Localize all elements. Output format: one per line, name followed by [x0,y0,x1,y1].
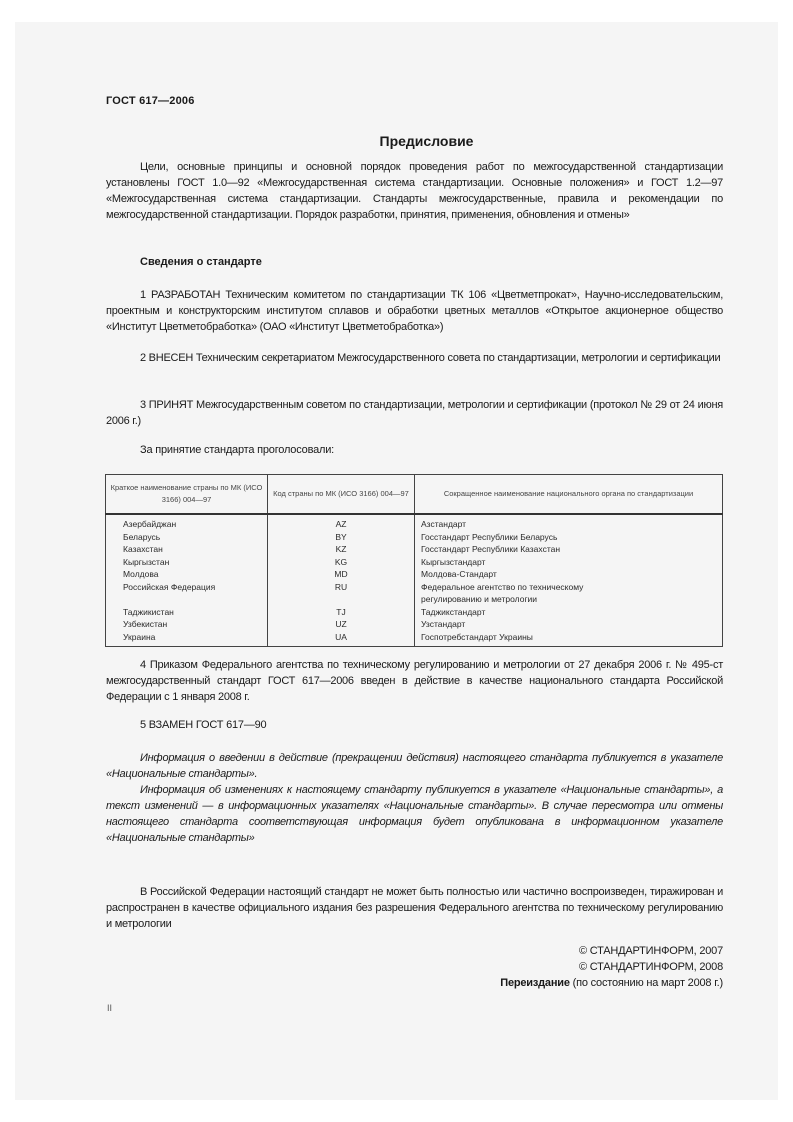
reissue-note: (по состоянию на март 2008 г.) [569,977,723,989]
country-name: Молдова [106,568,268,581]
italic-note-1-text: Информация о введении в действие (прекращении действия) настоящего стандарта публикуется в указателе «Национальные стандарты». [106,752,723,780]
standards-body: Таджикстандарт [415,606,723,619]
table-row [106,618,723,631]
item-4-text: 4 Приказом Федерального агентства по техническому регулированию и метрологии от 27 декабря 2006 г. № 495-ст межгосударственный стандарт ГОСТ 617—2006 введен в действие в качестве национального стандарта Российской Федерации с 1 января 2008 г. [106,659,723,703]
reissue-label: Переиздание [500,977,570,989]
item-5-replaces: 5 ВЗАМЕН ГОСТ 617—90 [140,719,267,731]
country-name: Таджикистан [106,606,268,619]
table-row [106,568,723,581]
italic-note-1 [106,750,723,782]
standards-body: Госстандарт Республики Казахстан [415,543,723,556]
standards-body: Госстандарт Республики Беларусь [415,531,723,544]
item-1-text: 1 РАЗРАБОТАН Техническим комитетом по стандартизации ТК 106 «Цветметпрокат», Научно-исследовательским, проектным и конструкторским институтом сплавов и обработки цветных металлов «Открытое акционерное общество «Институт Цветметобработка» (ОАО «Институт Цветметобработка») [106,289,723,333]
country-name: Кыргызстан [106,556,268,569]
header-standards-body: Сокращенное наименование национального органа по стандартизации [415,475,723,515]
country-code: BY [268,531,415,544]
item-3-text: 3 ПРИНЯТ Межгосударственным советом по стандартизации, метрологии и сертификации (протокол № 29 от 24 июня 2006 г.) [106,399,723,427]
reissue-line [500,977,723,989]
copyright-notice-text: В Российской Федерации настоящий стандарт не может быть полностью или частично воспроизведен, тиражирован и распространен в качестве официального издания без разрешения Федерального агентства по техническому регулированию и метрологии [106,886,723,930]
info-heading: Сведения о стандарте [140,256,262,268]
country-code: KZ [268,543,415,556]
copyright-line-2008: © СТАНДАРТИНФОРМ, 2008 [578,961,723,973]
item-3-adopted [106,397,723,429]
country-code: MD [268,568,415,581]
document-code-header: ГОСТ 617—2006 [106,95,195,107]
country-name: Украина [106,631,268,647]
country-code: UA [268,631,415,647]
table-row [106,631,723,647]
header-country-code: Код страны по МК (ИСО 3166) 004—97 [268,475,415,515]
country-name: Беларусь [106,531,268,544]
table-header-row [106,475,723,515]
standards-body: Федеральное агентство по техническому регулированию и метрологии [415,581,723,606]
table-row [106,514,723,531]
country-code: KG [268,556,415,569]
item-2-text: 2 ВНЕСЕН Техническим секретариатом Межгосударственного совета по стандартизации, метрологии и сертификации [140,352,721,364]
copyright-line-2007: © СТАНДАРТИНФОРМ, 2007 [578,945,723,957]
italic-note-2-text: Информация об изменениях к настоящему стандарту публикуется в указателе «Национальные стандарты», а текст изменений — в информационных указателях «Национальные стандарты». В случае пересмотра или отмены настоящего стандарта соответствующая информация будет опубликована в информационном указателе «Национальные стандарты» [106,784,723,844]
standards-body: Госпотребстандарт Украины [415,631,723,647]
page-title: Предисловие [379,133,474,149]
italic-note-2 [106,782,723,846]
item-1-developed [106,287,723,335]
header-country-name: Краткое наименование страны по МК (ИСО 3166) 004—97 [106,475,268,515]
country-code: TJ [268,606,415,619]
standards-body: Узстандарт [415,618,723,631]
country-code: RU [268,581,415,606]
intro-paragraph [106,159,723,223]
country-name: Узбекистан [106,618,268,631]
standards-body: Кыргызстандарт [415,556,723,569]
table-row [106,543,723,556]
country-name: Казахстан [106,543,268,556]
country-name: Азербайджан [106,514,268,531]
table-row [106,606,723,619]
voted-label: За принятие стандарта проголосовали: [140,444,335,456]
country-code: AZ [268,514,415,531]
standards-body: Молдова-Стандарт [415,568,723,581]
table-row [106,556,723,569]
voting-countries-table [105,474,723,647]
item-2-submitted [106,350,723,366]
table-row [106,581,723,606]
page-number: II [107,1003,113,1013]
standards-body: Азстандарт [415,514,723,531]
table-row [106,531,723,544]
copyright-notice [106,884,723,932]
item-4-enacted [106,657,723,705]
country-name: Российская Федерация [106,581,268,606]
country-code: UZ [268,618,415,631]
intro-text: Цели, основные принципы и основной порядок проведения работ по межгосударственной стандартизации установлены ГОСТ 1.0—92 «Межгосударственная система стандартизации. Основные положения» и ГОСТ 1.2—97 «Межгосударственная система стандартизации. Стандарты межгосударственные, правила и рекомендации по межгосударственной стандартизации. Порядок разработки, принятия, применения, обновления и отмены» [106,161,723,221]
